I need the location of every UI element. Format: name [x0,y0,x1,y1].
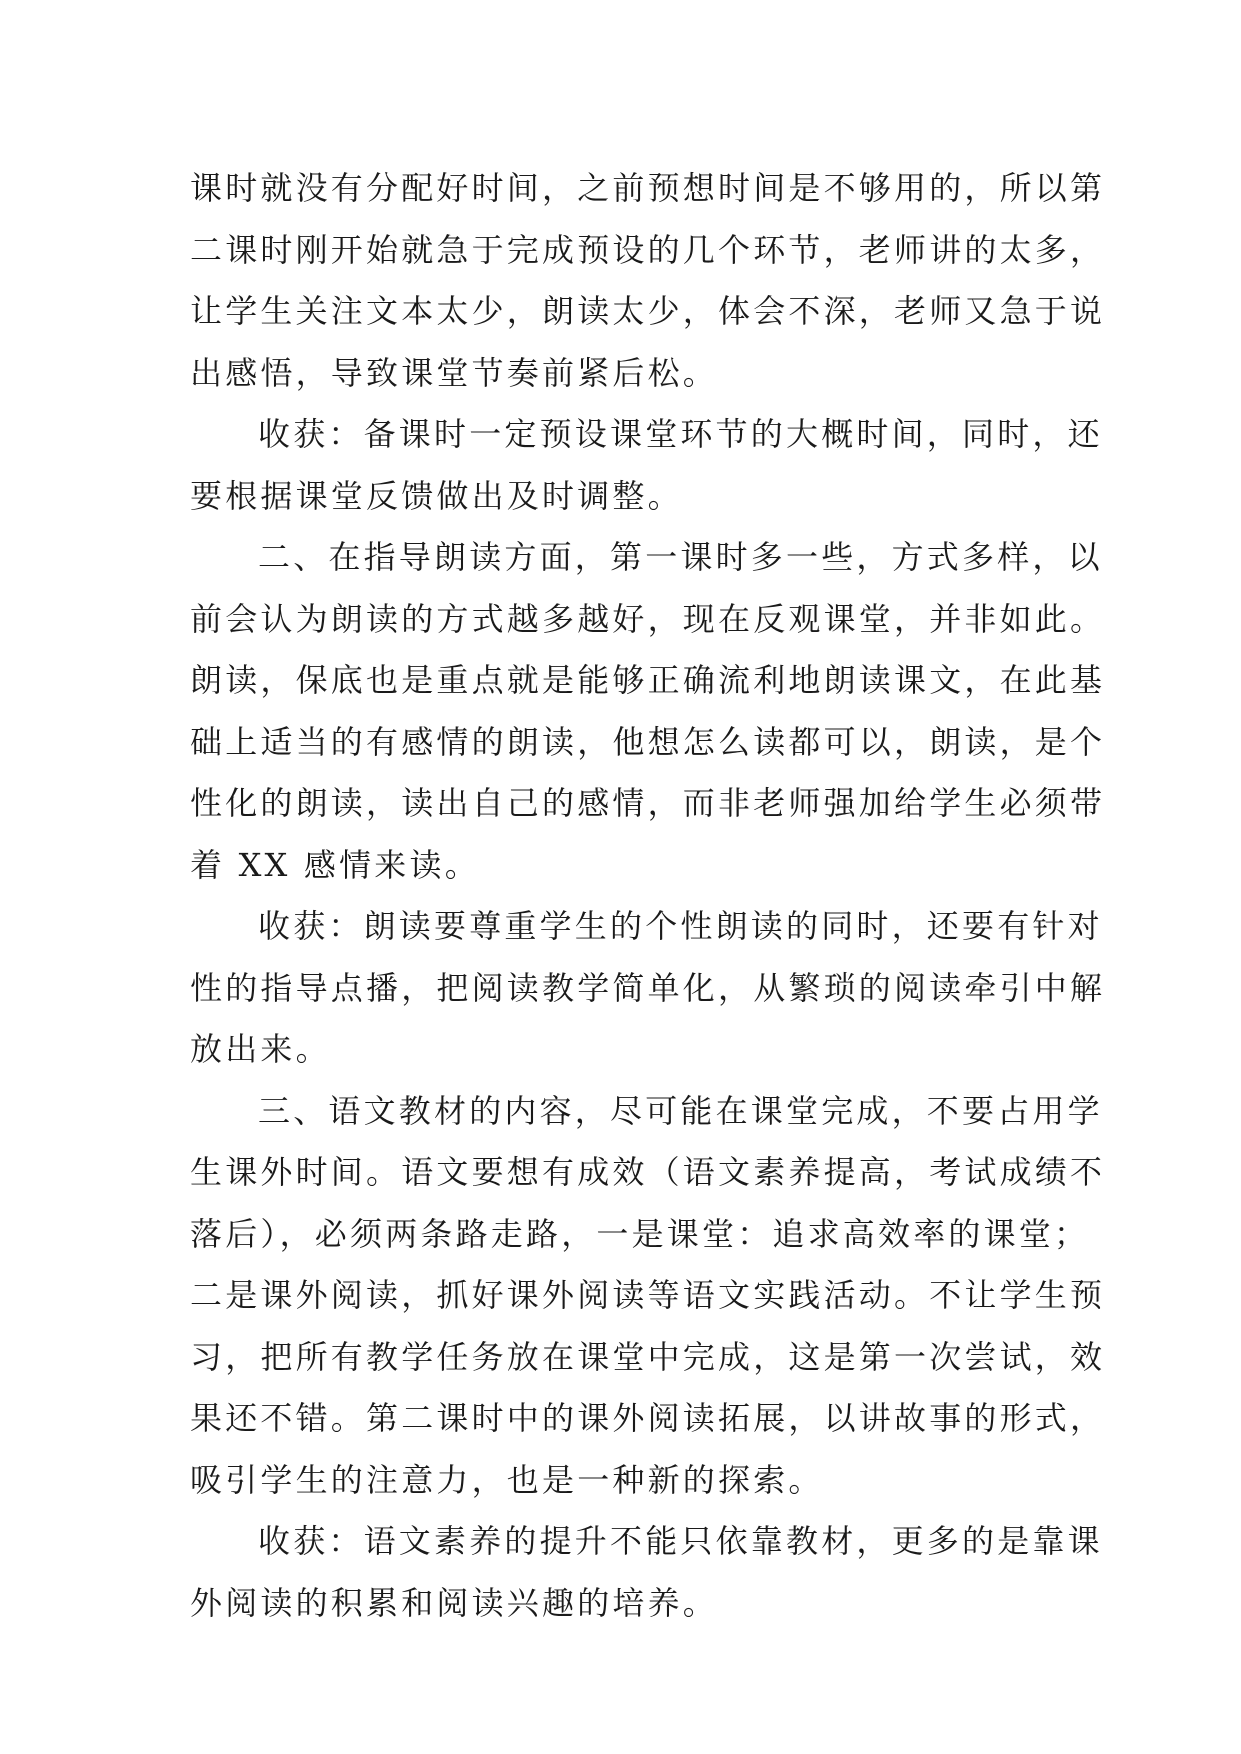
text-line: 出感悟，导致课堂节奏前紧后松。 [190,353,719,392]
text-line: 性化的朗读，读出自己的感情，而非老师强加给学生必须带 [190,784,1106,822]
text-line: 让学生关注文本太少，朗读太少，体会不深，老师又急于说 [190,292,1106,330]
text-line: 收获：朗读要尊重学生的个性朗读的同时，还要有针对 [258,907,1103,945]
text-line: 收获：语文素养的提升不能只依靠教材，更多的是靠课 [258,1522,1103,1560]
text-line: 三、语文教材的内容，尽可能在课堂完成，不要占用学 [258,1091,1103,1130]
text-line: 外阅读的积累和阅读兴趣的培养。 [190,1583,719,1622]
text-line: 收获：备课时一定预设课堂环节的大概时间，同时，还 [258,415,1103,453]
body-text [190,158,1106,1634]
text-line: 放出来。 [190,1030,331,1068]
text-line: 要根据课堂反馈做出及时调整。 [190,476,683,515]
text-line: 课时就没有分配好时间，之前预想时间是不够用的，所以第 [190,169,1106,207]
text-line: 生课外时间。语文要想有成效（语文素养提高，考试成绩不 [190,1153,1106,1191]
text-line: 落后），必须两条路走路，一是课堂：追求高效率的课堂； [190,1214,1090,1253]
text-line: 果还不错。第二课时中的课外阅读拓展，以讲故事的形式， [190,1399,1106,1437]
text-line: 朗读，保底也是重点就是能够正确流利地朗读课文，在此基 [190,661,1106,699]
text-line: 习，把所有教学任务放在课堂中完成，这是第一次尝试，效 [190,1337,1106,1376]
text-line: 二课时刚开始就急于完成预设的几个环节，老师讲的太多， [190,230,1106,269]
text-line: 前会认为朗读的方式越多越好，现在反观课堂，并非如此。 [190,599,1106,638]
text-line: 二是课外阅读，抓好课外阅读等语文实践活动。不让学生预 [190,1276,1106,1314]
text-line: 二、在指导朗读方面，第一课时多一些，方式多样，以 [258,538,1103,576]
text-line: 性的指导点播，把阅读教学简单化，从繁琐的阅读牵引中解 [190,968,1106,1007]
text-line: 吸引学生的注意力，也是一种新的探索。 [190,1460,824,1499]
text-line: 础上适当的有感情的朗读，他想怎么读都可以，朗读，是个 [190,722,1106,761]
text-line: 着 XX 感情来读。 [190,845,480,884]
